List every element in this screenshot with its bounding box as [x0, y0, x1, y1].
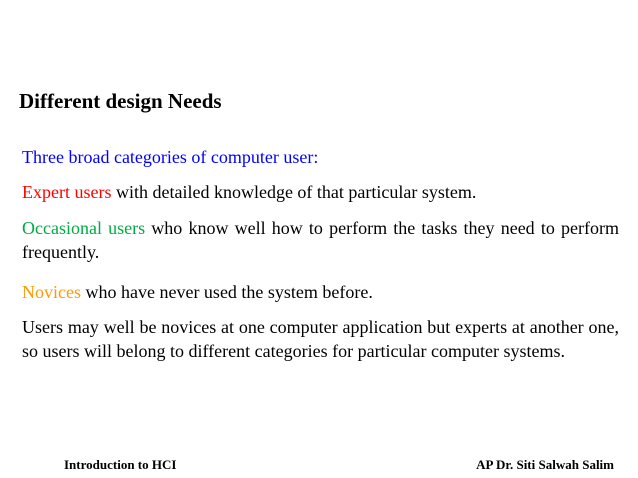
- occasional-users-paragraph: [22, 216, 619, 264]
- users-paragraph: Users may well be novices at one computer application but experts at another one, so users will belong to different categories for particular computer systems.: [22, 317, 619, 361]
- expert-users-term: Expert users: [22, 182, 112, 202]
- novices-term: Novices: [22, 282, 81, 302]
- expert-users-line: [22, 180, 619, 204]
- footer-course: Introduction to HCI: [64, 457, 177, 472]
- footer-author: AP Dr. Siti Salwah Salim: [476, 457, 614, 472]
- intro-line: Three broad categories of computer user:: [22, 147, 319, 167]
- novices-line: [22, 280, 619, 304]
- expert-users-description: with detailed knowledge of that particular system.: [111, 182, 477, 202]
- occasional-users-description: who know well how to perform the tasks they need to perform frequently.: [22, 218, 619, 262]
- slide-title: Different design Needs: [19, 89, 222, 113]
- novices-description: who have never used the system before.: [80, 282, 373, 302]
- occasional-users-term: Occasional users: [22, 218, 146, 238]
